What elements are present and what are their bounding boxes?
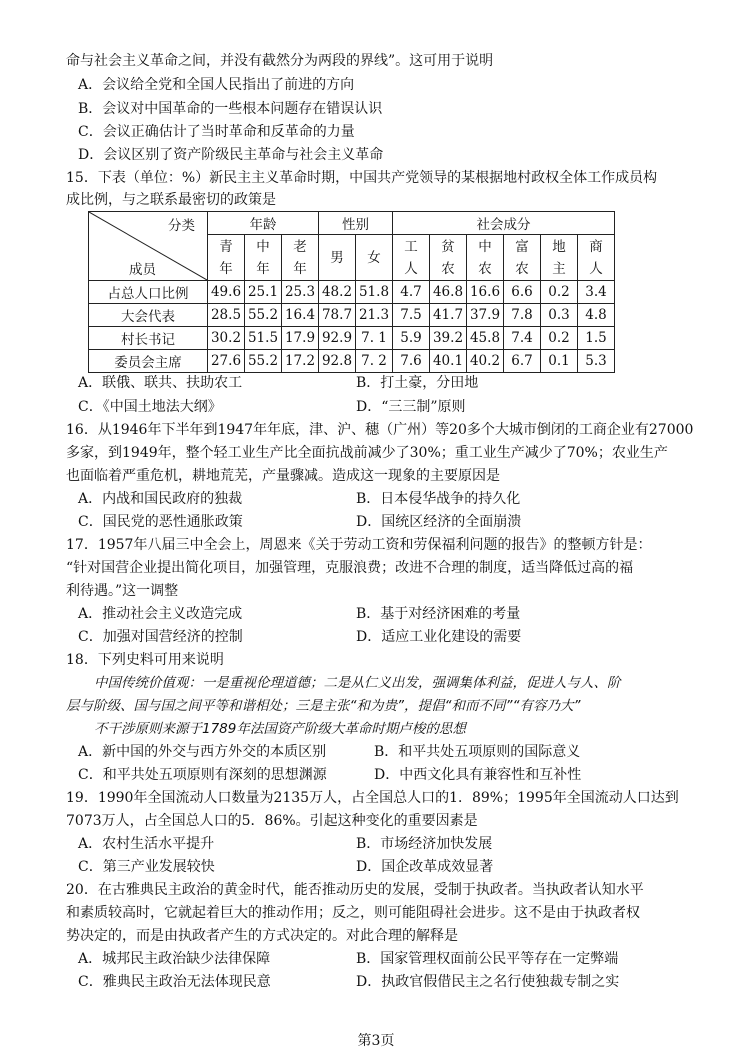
table-subheader-cell [319, 235, 356, 281]
table-subheader-char: 年 [219, 260, 233, 277]
q18-option-d: D．中西文化具有兼容性和互补性 [374, 767, 582, 783]
q15-table [88, 211, 615, 373]
table-cell: 45.8 [467, 327, 504, 350]
q15-option-b: B．打土豪，分田地 [356, 375, 479, 391]
q14-option-d: D．会议区别了资产阶级民主革命与社会主义革命 [78, 147, 384, 163]
q17-stem-line3: 利待遇。”这一调整 [66, 583, 179, 599]
q19-option-d: D．国企改革成效显著 [356, 859, 494, 875]
table-cell: 39.2 [430, 327, 467, 350]
table-subheader-char: 人 [589, 260, 603, 277]
table-row-label: 大会代表 [89, 304, 208, 327]
table-subheader-char: 富 [515, 238, 529, 255]
q20-stem-line2: 和素质较高时，它就起着巨大的推动作用；反之，则可能阻碍社会进步。这不是由于执政者权 [66, 905, 640, 921]
table-cell: 7.5 [393, 304, 430, 327]
q14-option-a: A．会议给全党和全国人民指出了前进的方向 [78, 77, 355, 93]
table-row-label: 占总人口比例 [89, 281, 208, 304]
q16-stem-line3: 也面临着严重危机，耕地荒芜，产量骤减。造成这一现象的主要原因是 [66, 468, 500, 484]
table-cell: 17.9 [282, 327, 319, 350]
table-cell: 4.8 [578, 304, 615, 327]
q18-option-b: B．和平共处五项原则的国际意义 [374, 744, 581, 760]
table-cell: 6.7 [504, 350, 541, 373]
q19-option-c: C．第三产业发展较快 [78, 859, 215, 875]
table-cell: 16.6 [467, 281, 504, 304]
q14-option-b: B．会议对中国革命的一些根本问题存在错误认识 [78, 101, 383, 117]
table-cell: 5.9 [393, 327, 430, 350]
table-cell: 21.3 [356, 304, 393, 327]
table-subheader-char: 人 [404, 260, 418, 277]
table-subheader-cell [467, 235, 504, 281]
q15-stem-line1: 15．下表（单位：%）新民主主义革命时期，中国共产党领导的某根据地村政权全体工作成员构 [66, 170, 658, 186]
q19-option-b: B．市场经济加快发展 [356, 836, 493, 852]
table-cell: 0.2 [541, 327, 578, 350]
table-row [89, 350, 615, 373]
q19-stem-line1: 19．1990年全国流动人口数量为2135万人，占全国总人口的1．89%；1995年全国流动人口达到 [66, 790, 679, 806]
q16-option-d: D．国统区经济的全面崩溃 [356, 514, 522, 530]
q19-option-a: A．农村生活水平提升 [78, 836, 215, 852]
table-cell: 49.6 [208, 281, 245, 304]
page-number: 第3页 [357, 1033, 395, 1049]
q17-stem-line1: 17．1957年八届三中全会上，周恩来《关于劳动工资和劳保福利问题的报告》的整顿方针是： [66, 537, 652, 553]
table-cell: 55.2 [245, 350, 282, 373]
table-subheader-char: 农 [478, 260, 492, 277]
q16-option-c: C．国民党的恶性通胀政策 [78, 514, 243, 530]
table-row-label: 委员会主席 [89, 350, 208, 373]
q16-option-b: B．日本侵华战争的持久化 [356, 491, 521, 507]
table-subheader-char: 女 [367, 249, 381, 266]
q17-option-b: B．基于对经济困难的考量 [356, 606, 521, 622]
table-subheader-char: 地 [552, 238, 566, 255]
q20-option-d: D．执政官假借民主之名行使独裁专制之实 [356, 974, 620, 990]
table-corner-row: 成员 [129, 262, 156, 278]
table-row [89, 281, 615, 304]
table-subheader-char: 年 [256, 260, 270, 277]
table-subheader-char: 中 [478, 238, 492, 255]
table-cell: 17.2 [282, 350, 319, 373]
q17-option-d: D．适应工业化建设的需要 [356, 629, 522, 645]
table-cell: 0.3 [541, 304, 578, 327]
table-subheader-char: 年 [293, 260, 307, 277]
table-cell: 3.4 [578, 281, 615, 304]
table-subheader-cell [282, 235, 319, 281]
table-cell: 41.7 [430, 304, 467, 327]
table-cell: 92.9 [319, 327, 356, 350]
table-group-sex: 性别 [319, 212, 393, 235]
q20-stem-line1: 20．在古雅典民主政治的黄金时代，能否推动历史的发展，受制于执政者。当执政者认知水平 [66, 882, 644, 898]
table-cell: 37.9 [467, 304, 504, 327]
table-corner-header: 分类 [168, 218, 195, 234]
q18-option-a: A．新中国的外交与西方外交的本质区别 [78, 744, 327, 760]
table-cell: 40.1 [430, 350, 467, 373]
q20-option-a: A．城邦民主政治缺少法律保障 [78, 951, 271, 967]
q16-stem-line1: 16．从1946年下半年到1947年年底，津、沪、穗（广州）等20多个大城市倒闭的工商企业有27000 [66, 422, 694, 438]
table-cell: 92.8 [319, 350, 356, 373]
table-subheader-char: 商 [589, 238, 603, 255]
table-cell: 48.2 [319, 281, 356, 304]
table-cell: 4.7 [393, 281, 430, 304]
table-subheader-cell [245, 235, 282, 281]
q20-option-c: C．雅典民主政治无法体现民意 [78, 974, 271, 990]
table-cell: 0.1 [541, 350, 578, 373]
q15-option-c: C．《中国土地法大纲》 [78, 399, 222, 415]
table-cell: 7.6 [393, 350, 430, 373]
table-cell: 5.3 [578, 350, 615, 373]
q20-stem-line3: 势决定的，而是由执政者产生的方式决定的。对此合理的解释是 [66, 928, 458, 944]
q15-option-a: A．联俄、联共、扶助农工 [78, 375, 243, 391]
q17-stem-line2: “针对国营企业提出简化项目，加强管理，克服浪费；改进不合理的制度，适当降低过高的福 [66, 560, 634, 576]
q16-stem-line2: 多家，到1949年，整个轻工业生产比全面抗战前减少了30%；重工业生产减少了70%；农业生产 [66, 445, 668, 461]
q16-option-a: A．内战和国民政府的独裁 [78, 491, 243, 507]
table-cell: 78.7 [319, 304, 356, 327]
table-cell: 6.6 [504, 281, 541, 304]
table-subheader-char: 青 [219, 238, 233, 255]
table-cell: 46.8 [430, 281, 467, 304]
table-cell: 1.5 [578, 327, 615, 350]
table-cell: 25.3 [282, 281, 319, 304]
table-subheader-char: 农 [441, 260, 455, 277]
table-row-label: 村长书记 [89, 327, 208, 350]
table-cell: 40.2 [467, 350, 504, 373]
table-row [89, 327, 615, 350]
table-cell: 51.5 [245, 327, 282, 350]
q19-stem-line2: 7073万人，占全国总人口的5．86%。引起这种变化的重要因素是 [66, 813, 478, 829]
q18-material-line2: 层与阶级、国与国之间平等和谐相处；三是主张“和为贵”，提倡“和而不同”“有容乃大” [66, 698, 581, 714]
table-subheader-cell [356, 235, 393, 281]
table-row [89, 304, 615, 327]
table-cell: 55.2 [245, 304, 282, 327]
q15-stem-line2: 成比例，与之联系最密切的政策是 [66, 192, 276, 208]
table-subheader-char: 老 [293, 238, 307, 255]
table-cell: 7. 2 [356, 350, 393, 373]
table-cell: 51.8 [356, 281, 393, 304]
table-corner-cell [89, 212, 208, 281]
q17-option-a: A．推动社会主义改造完成 [78, 606, 243, 622]
table-subheader-char: 中 [256, 238, 270, 255]
table-subheader-cell [393, 235, 430, 281]
table-cell: 7.8 [504, 304, 541, 327]
table-cell: 16.4 [282, 304, 319, 327]
q18-material-line1: 中国传统价值观：一是重视伦理道德；二是从仁义出发，强调集体利益，促进人与人、阶 [94, 675, 621, 691]
table-subheader-char: 工 [404, 238, 418, 255]
table-cell: 27.6 [208, 350, 245, 373]
table-cell: 7. 1 [356, 327, 393, 350]
table-subheader-char: 农 [515, 260, 529, 277]
table-subheader-cell [504, 235, 541, 281]
table-subheader-char: 男 [330, 249, 344, 266]
table-group-age: 年龄 [208, 212, 319, 235]
q17-option-c: C．加强对国营经济的控制 [78, 629, 243, 645]
q20-option-b: B．国家管理权面前公民平等存在一定弊端 [356, 951, 619, 967]
q14-stem-tail: 命与社会主义革命之间，并没有截然分为两段的界线”。这可用于说明 [66, 53, 494, 69]
table-group-class: 社会成分 [393, 212, 615, 235]
q18-stem: 18．下列史料可用来说明 [66, 652, 224, 668]
table-subheader-cell [430, 235, 467, 281]
table-subheader-cell [541, 235, 578, 281]
table-subheader-char: 主 [552, 260, 566, 277]
table-cell: 28.5 [208, 304, 245, 327]
q18-material-line3: 不干涉原则来源于1789年法国资产阶级大革命时期卢梭的思想 [94, 721, 466, 737]
table-cell: 7.4 [504, 327, 541, 350]
table-cell: 0.2 [541, 281, 578, 304]
table-subheader-cell [578, 235, 615, 281]
table-cell: 25.1 [245, 281, 282, 304]
q14-option-c: C．会议正确估计了当时革命和反革命的力量 [78, 124, 355, 140]
q18-option-c: C．和平共处五项原则有深刻的思想渊源 [78, 767, 327, 783]
q15-option-d: D．“三三制”原则 [356, 399, 466, 415]
table-subheader-char: 贫 [441, 238, 455, 255]
table-cell: 30.2 [208, 327, 245, 350]
table-subheader-cell [208, 235, 245, 281]
